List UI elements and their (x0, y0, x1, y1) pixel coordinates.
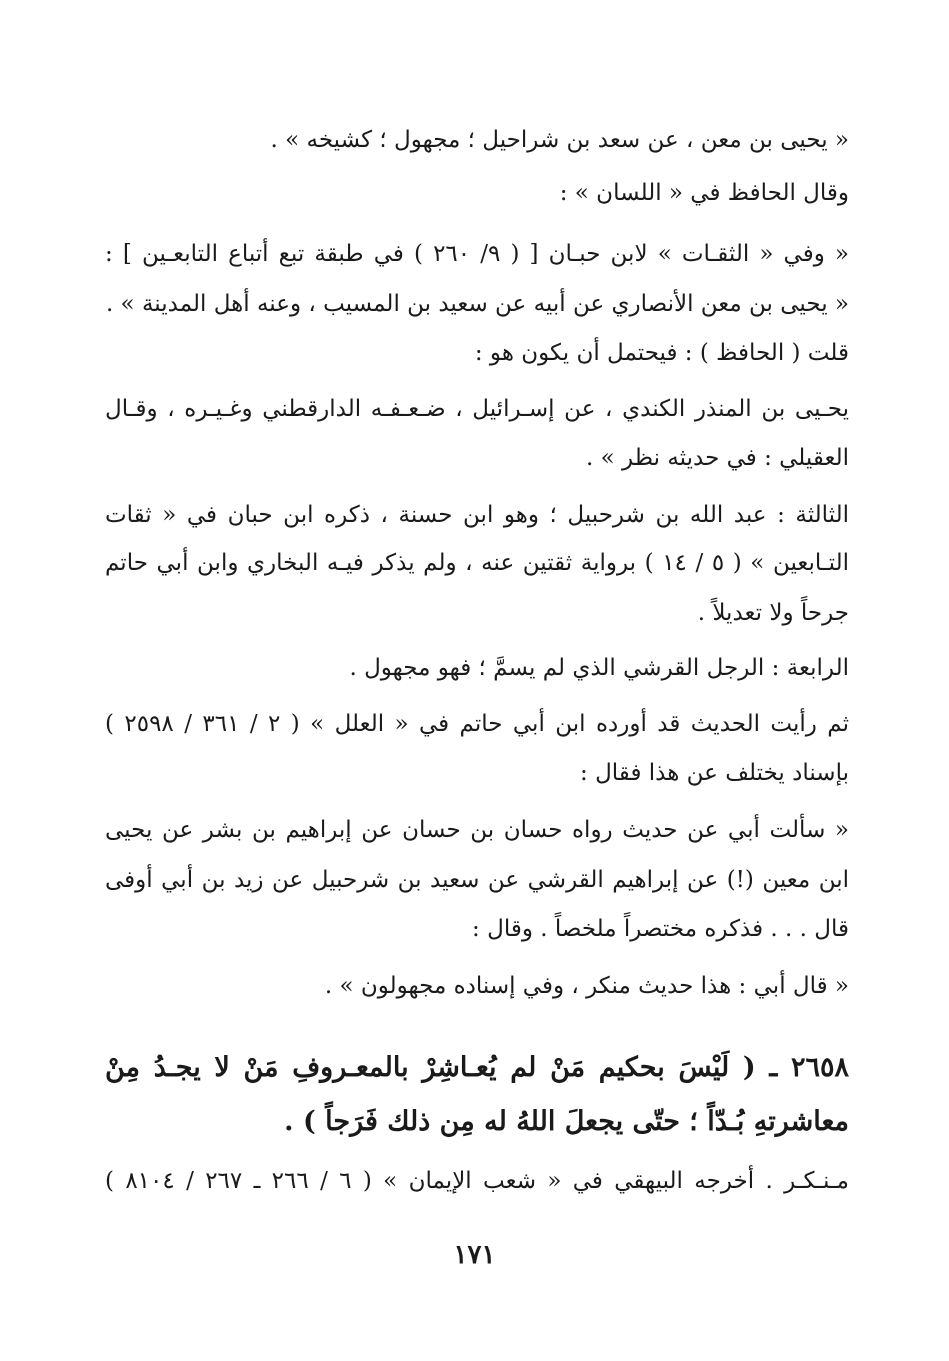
page-number: ١٧١ (453, 1240, 496, 1270)
text-line: وقال الحافظ في « اللسان » : (559, 180, 849, 206)
text-line: الرابعة : الرجل القرشي الذي لم يسمَّ ؛ فهو مجهول . (349, 655, 849, 681)
text-line: « يحيى بن معن ، عن سعد بن شراحيل ؛ مجهول ؛ كشيخه » . (270, 127, 849, 153)
text-line: التـابعين » ( ٥ / ١٤ ) برواية ثقتين عنه ، ولم يذكر فيـه البخاري وابن أبي حاتم (105, 550, 849, 576)
text-line: العقيلي : في حديثه نظر » . (586, 445, 849, 471)
text-line: « وفي « الثقـات » لابن حبـان [ ( ٩/ ٢٦٠ ) في طبقة تبع أتباع التابعـين ] : (105, 241, 850, 267)
text-line: يحـيى بن المنذر الكندي ، عن إسـرائيل ، ضـعـفـه الدارقطني وغـيـره ، وقـال (105, 396, 849, 422)
text-line: قال . . . فذكره مختصراً ملخصاً . وقال : (472, 916, 849, 942)
text-line: جرحاً ولا تعديلاً . (697, 600, 849, 626)
text-line: مـنـكـر . أخرجه البيهقي في « شعب الإيمان » ( ٦ / ٢٦٦ ـ ٢٦٧ / ٨١٠٤ ) (105, 1168, 849, 1194)
text-line: ثم رأيت الحديث قد أورده ابن أبي حاتم في « العلل » ( ٢ / ٣٦١ / ٢٥٩٨ ) (105, 711, 850, 737)
text-line: « سألت أبي عن حديث رواه حسان بن حسان عن إبراهيم بن بشر عن يحيى (105, 817, 849, 843)
text-line: « قال أبي : هذا حديث منكر ، وفي إسناده مجهولون » . (324, 973, 849, 999)
text-line: ابن معين (!) عن إبراهيم القرشي عن سعيد بن شرحبيل عن زيد بن أبي أوفى (105, 867, 849, 893)
text-line: قلت ( الحافظ ) : فيحتمل أن يكون هو : (474, 340, 849, 366)
text-line: « يحيى بن معن الأنصاري عن أبيه عن سعيد بن المسيب ، وعنه أهل المدينة » . (105, 291, 849, 317)
hadith-heading-line: معاشرتهِ بُـدّاً ؛ حتّى يجعلَ اللهُ له مِن ذلك فَرَجاً ) . (284, 1106, 849, 1137)
text-line: الثالثة : عبد الله بن شرحبيل ؛ وهو ابن حسنة ، ذكره ابن حبان في « ثقات (105, 502, 849, 528)
text-line: بإسناد يختلف عن هذا فقال : (580, 760, 849, 786)
hadith-heading-line: ٢٦٥٨ ـ ( لَيْسَ بحكيم مَنْ لم يُعـاشِرْ بالمعـروفِ مَنْ لا يجـدُ مِنْ (105, 1052, 849, 1083)
